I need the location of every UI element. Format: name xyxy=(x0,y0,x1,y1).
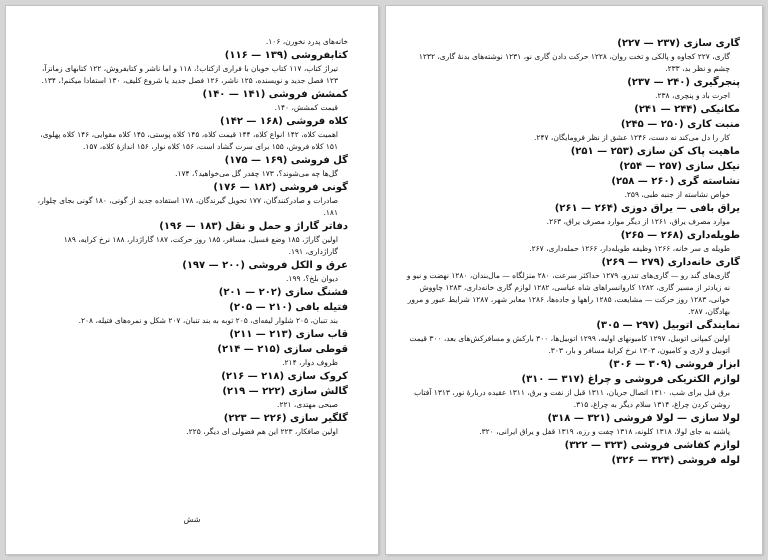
left-page-content xyxy=(30,36,348,438)
right-page xyxy=(386,6,762,554)
toc-subentries: موارد مصرف یراق، ۱۲۶۱ از دیگر موارد مصرف یراق، ۲۶۳. xyxy=(546,217,730,226)
toc-entry xyxy=(404,160,740,174)
toc-entry xyxy=(30,49,348,87)
toc-entry xyxy=(30,286,348,300)
toc-heading: گلگیر سازی (۲۲۶ — ۲۲۳) xyxy=(223,413,348,424)
toc-subentries: صادرات و صادرکنندگان، ۱۷۷ تحویل گیرندگان، ۱۷۸ استفاده جدید از گونی، ۱۸۰ گونی بجای چلوار، ۱۸۱. xyxy=(37,196,338,217)
toc-heading: ماهیت پاک کن سازی (۲۵۳ — ۲۵۱) xyxy=(570,146,740,157)
toc-subentries: اجرت باد و پنچری، ۲۳۸. xyxy=(655,91,730,100)
toc-heading: گاری خانه‌داری (۲۷۹ — ۲۶۹) xyxy=(601,257,740,268)
toc-heading: گل فروشی (۱۶۹ — ۱۷۵) xyxy=(224,155,348,166)
toc-heading: منبت کاری (۲۵۰ — ۲۴۵) xyxy=(620,119,740,130)
toc-entry xyxy=(30,328,348,342)
toc-heading: کتابفروشی (۱۳۹ — ۱۱۶) xyxy=(224,50,348,61)
toc-subentries: پاشنه به جای لولا، ۱۳۱۸ کلونه، ۱۳۱۸ چفت و رزه، ۱۳۱۹ قفل و یراق ایرانی، ۳۲۰. xyxy=(479,427,730,436)
toc-heading: مکانیکی (۲۴۴ — ۲۴۱) xyxy=(634,104,740,115)
toc-subentries: دیوان بلخ؟، ۱۹۹. xyxy=(286,274,338,283)
right-page-content xyxy=(404,36,740,468)
toc-heading: قاب سازی (۲۱۳ — ۲۱۱) xyxy=(229,329,348,340)
toc-heading: نیکل سازی (۲۵۷ — ۲۵۴) xyxy=(619,161,740,172)
toc-entry xyxy=(404,145,740,159)
toc-entry xyxy=(30,301,348,327)
toc-subentries: اولین صافکار، ۲۲۳ این هم فضولی ای دیگر، ۲۲۵. xyxy=(186,427,338,436)
toc-entry xyxy=(404,37,740,75)
toc-heading: قوطی سازی (۲۱۵ — ۲۱۴) xyxy=(217,344,348,355)
toc-entry xyxy=(404,175,740,201)
toc-heading: ابزار فروشی (۳۰۹ — ۳۰۶) xyxy=(608,359,740,370)
toc-subentries: اولین گاراژ، ۱۸۵ وضع قسیل، مسافر، ۱۸۵ روز حرکت، ۱۸۷ گاراژدار، ۱۸۸ نرخ کرایه، ۱۸۹ گاراژداری، ۱۹۱. xyxy=(63,235,338,256)
toc-entry xyxy=(404,202,740,228)
toc-heading: لولا سازی — لولا فروشی (۳۲۱ — ۳۱۸) xyxy=(547,413,740,424)
toc-entry xyxy=(404,439,740,453)
toc-heading: کروک سازی (۲۱۸ — ۲۱۶) xyxy=(221,371,348,382)
toc-entry xyxy=(30,412,348,438)
toc-heading: دفاتر گاراژ و حمل و نقل (۱۸۳ — ۱۹۶) xyxy=(159,221,348,232)
toc-subentries: قیمت کمشش، ۱۴۰. xyxy=(274,103,338,112)
toc-entry xyxy=(404,103,740,117)
toc-subentries: صبحی مهتدی، ۲۲۱. xyxy=(277,400,338,409)
toc-heading: یراق بافی — یراق دوزی (۲۶۴ — ۲۶۱) xyxy=(554,203,740,214)
toc-subentries: بند تنبان، ۲۰۵ شلوار لیفه‌ای، ۲۰۵ توبه به بند تنبان، ۲۰۷ شکل و نمره‌های فتیله، ۲۰۸. xyxy=(78,316,338,325)
toc-entry xyxy=(30,154,348,180)
page-number: شش xyxy=(183,515,201,524)
toc-heading: گونی فروشی (۱۸۲ — ۱۷۶) xyxy=(213,182,348,193)
toc-entry xyxy=(404,319,740,357)
toc-entry xyxy=(30,385,348,411)
toc-heading: گالش سازی (۲۲۲ — ۲۱۹) xyxy=(222,386,348,397)
toc-entry xyxy=(404,358,740,372)
toc-entry xyxy=(404,229,740,255)
toc-heading: طویله‌داری (۲۶۸ — ۲۶۵) xyxy=(620,230,740,241)
toc-heading: لوازم الکتریکی فروشی و چراغ (۳۱۷ — ۳۱۰) xyxy=(521,374,740,385)
toc-heading: نمایندگی اتوبیل (۲۹۷ — ۳۰۵) xyxy=(596,320,740,331)
toc-heading: نشاسته گری (۲۶۰ — ۲۵۸) xyxy=(611,176,740,187)
toc-heading: گاری سازی (۲۳۷ — ۲۲۷) xyxy=(617,38,740,49)
toc-subentries: کار را دل می‌کند نه دست، ۱۲۴۶ عشق از نظر فرومایگان، ۲۴۷. xyxy=(534,133,730,142)
toc-heading: لوازم کفاشی فروشی (۳۲۳ — ۳۲۲) xyxy=(564,440,740,451)
toc-heading: کلاه فروشی (۱۶۸ — ۱۴۲) xyxy=(220,116,348,127)
toc-subentries: گاری‌های گند رو — گاری‌های تندرو، ۱۲۷۹ حداکثر سرعت، ۲۸۰ منزلگاه — مال‌بندان، ۱۲۸۰ نهضت و نیو و نه زیادتر از مسیر گاری، ۱۲۸۲ کاروانسراهای شاه عباسی، ۱۲۸۲ لوازم گاری خانه‌داری، ۱۲۸۳ چاووش خوانی، ۱۲۸۳ روز حرکت — مشایعت، ۱۲۸۵ راهها و جاده‌ها، ۱۲۸۶ معابر شهر، ۱۲۸۷ شرایط عبور و مرور بهادگان، ۲۸۷. xyxy=(406,271,730,316)
toc-heading: کمشش فروشی (۱۴۱ — ۱۴۰) xyxy=(202,89,348,100)
toc-subentries: خواص نشاسته از جنبه طبی، ۲۵۹. xyxy=(624,190,730,199)
toc-entry xyxy=(30,115,348,153)
toc-entry xyxy=(30,370,348,384)
toc-subentries: گاری، ۲۲۷ کجاوه و پالکی و تخت روان، ۱۲۲۸ حرکت دادن گاری نو، ۱۲۳۱ نوشته‌های بدنهٔ گاری، ۱۲۳۲ چشم و نظر بد، ۲۳۳. xyxy=(418,52,730,73)
toc-entry xyxy=(404,256,740,318)
toc-entry xyxy=(404,454,740,468)
toc-entry xyxy=(404,76,740,102)
toc-subentries: ظروف دوار، ۲۱۴. xyxy=(282,358,338,367)
toc-entry xyxy=(30,343,348,369)
toc-entry xyxy=(404,373,740,411)
toc-subentries: طویله ی سر خانه، ۱۲۶۶ وظیفه طویله‌دار، ۱۲۶۶ حمله‌داری، ۲۶۷. xyxy=(529,244,730,253)
toc-heading: عرق و الکل فروشی (۲۰۰ — ۱۹۷) xyxy=(182,260,348,271)
toc-entry xyxy=(404,412,740,438)
toc-entry xyxy=(30,259,348,285)
toc-subentries: برق قبل برای شب، ۱۳۱۰ اتصال جریان، ۱۳۱۱ قبل از نفت و برق، ۱۳۱۱ عقیده دربارهٔ نور، ۱۳۱۳ آفتاب روشن کردن چراغ، ۱۳۱۴ سلام دیگر به چراغ، ۳۱۵. xyxy=(414,388,730,409)
left-page xyxy=(6,6,378,554)
toc-subentries: اولین کمپانی اتوبیل، ۱۲۹۷ کامیونهای اولیه، ۱۲۹۹ اتوبیل‌ها، ۳۰۰ بارکش و مسافرکش‌های بعد، ۳۰۰ قیمت اتوبیل و لاری و کامیون، ۱۳۰۳ نرخ کرایهٔ مسافر و بار، ۳۰۳. xyxy=(409,334,730,355)
toc-subentries: گل‌ها چه می‌شوند؟، ۱۷۳ چقدر گل می‌خواهید؟، ۱۷۴. xyxy=(175,169,338,178)
toc-entry xyxy=(30,220,348,258)
carryover-line: خانه‌های پدرد نخورن، ۱۰۶. xyxy=(265,37,348,46)
toc-heading: فشنگ سازی (۲۰۲ — ۲۰۱) xyxy=(218,287,348,298)
toc-entry xyxy=(30,88,348,114)
toc-entry xyxy=(30,181,348,219)
toc-heading: فتیله بافی (۲۱۰ — ۲۰۵) xyxy=(229,302,348,313)
toc-entry xyxy=(404,118,740,144)
toc-subentries: اهمیت کلاه، ۱۴۲ انواع کلاه، ۱۴۴ قیمت کلاه، ۱۴۵ کلاه پوستی، ۱۴۵ کلاه مقوایی، ۱۴۶ کلاه پهلوی، ۱۵۱ کلاه فروش، ۱۵۵ برای سرت گشاد است، ۱۵۶ کلاه نوار، ۱۵۶ اندازهٔ کلاه، ۱۵۷. xyxy=(40,130,338,151)
toc-heading: لوله فروشی (۳۲۴ — ۳۲۶) xyxy=(611,455,740,466)
toc-heading: پنجرگیری (۲۴۰ — ۲۳۷) xyxy=(627,77,740,88)
toc-subentries: تیراژ کتاب، ۱۱۷ کتاب خوبان با فراری ازکتاب!، ۱۱۸ و اما ناشر و کتابفروش، ۱۲۲ کتابهای زمانزآ، ۱۲۳ فصل جدید و نویسنده، ۱۲۵ ناشر، ۱۲۶ فصل جدید یا شروع کلیف، ۱۳۰ استفادا میکنم!، ۱۳۴. xyxy=(41,64,338,85)
